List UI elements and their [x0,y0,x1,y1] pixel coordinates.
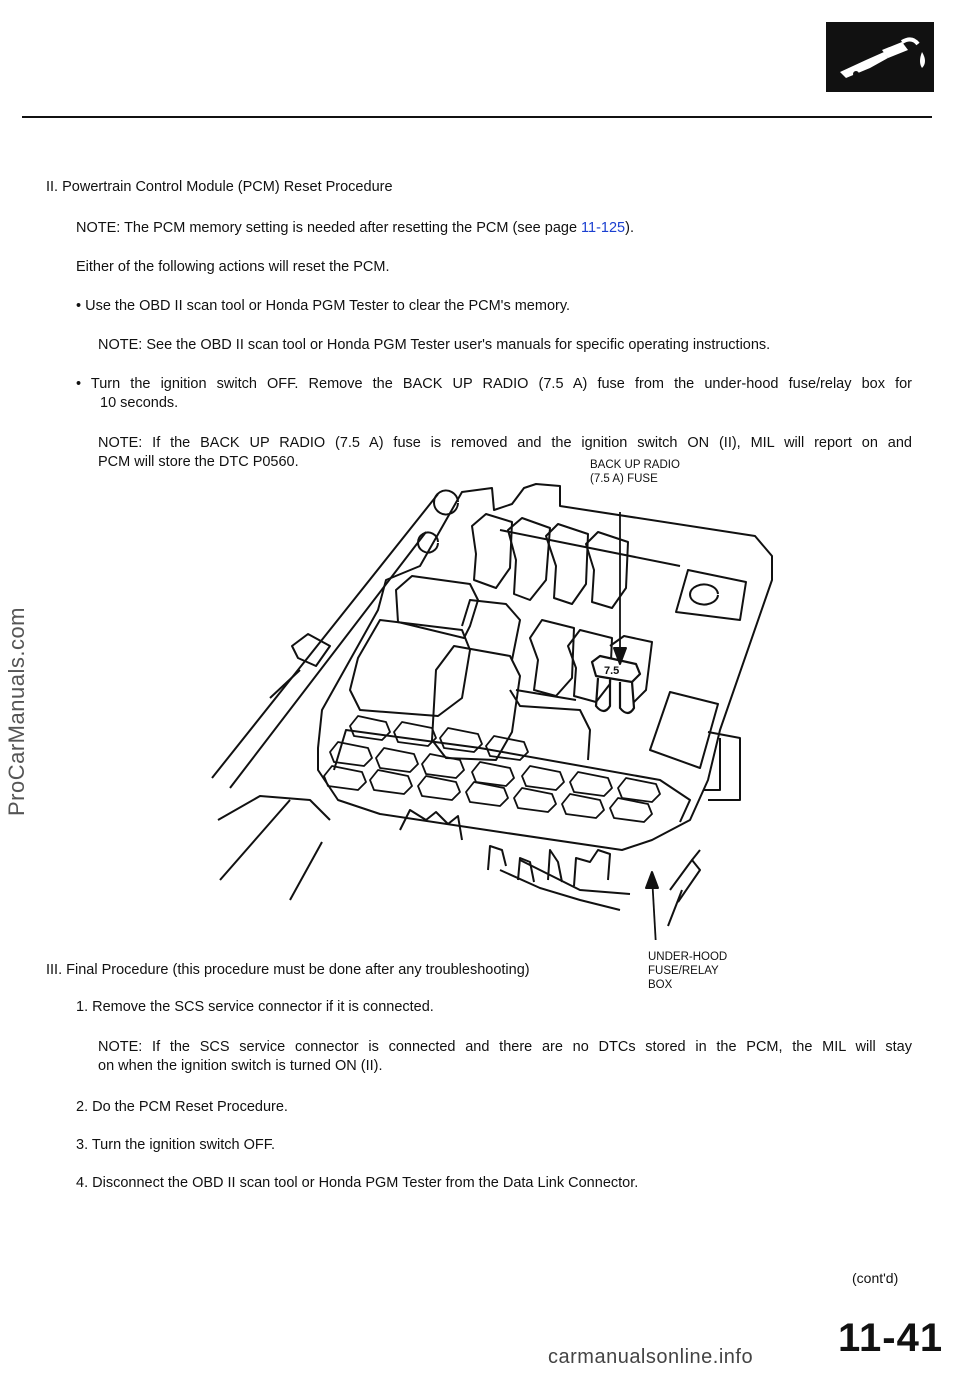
step-1: 1. Remove the SCS service connector if it is connected. [76,999,434,1015]
step-3: 3. Turn the ignition switch OFF. [76,1137,276,1153]
note-prefix: NOTE: The PCM memory setting is needed after resetting the PCM (see page [76,220,582,236]
step-1-note-line-1: NOTE: If the SCS service connector is connected and there are no DTCs stored in the PCM, the MIL will stay [98,1039,912,1055]
bullet-2-note-line-2: PCM will store the DTC P0560. [98,454,299,470]
bullet-1: • Use the OBD II scan tool or Honda PGM Tester to clear the PCM's memory. [76,298,571,314]
bullet-1-note: NOTE: See the OBD II scan tool or Honda PGM Tester user's manuals for specific operating instructions. [98,337,771,353]
fuse-box-illustration [200,470,800,945]
section-2-note [76,219,634,237]
box-label-line-2: FUSE/RELAY [648,965,719,977]
either-text: Either of the following actions will reset the PCM. [76,259,390,275]
fuel-pump-icon [826,22,934,92]
step-4: 4. Disconnect the OBD II scan tool or Honda PGM Tester from the Data Link Connector. [76,1175,639,1191]
page-number: 11-41 [838,1316,944,1360]
step-1-note-line-2: on when the ignition switch is turned ON (II). [98,1058,383,1074]
section-2-heading: II. Powertrain Control Module (PCM) Reset Procedure [46,179,393,195]
box-label-line-1: UNDER-HOOD [648,951,728,963]
continued-label: (cont'd) [852,1270,899,1286]
fuse-marking: 7.5 [604,665,620,677]
fuse-label-line-1: BACK UP RADIO [590,459,680,471]
side-watermark: ProCarManuals.com [4,606,29,816]
footer-watermark: carmanualsonline.info [548,1346,754,1368]
bullet-2-note-line-1: NOTE: If the BACK UP RADIO (7.5 A) fuse is removed and the ignition switch ON (II), MIL will report on and [98,435,912,451]
section-3-heading: III. Final Procedure (this procedure must be done after any troubleshooting) [46,962,530,978]
box-label-line-3: BOX [648,979,673,991]
page-link[interactable]: 11-125 [581,220,626,236]
note-suffix: ). [625,220,634,236]
header-rule [22,116,932,118]
fuse-label-line-2: (7.5 A) FUSE [590,473,658,485]
bullet-2-line-2: 10 seconds. [100,395,179,411]
bullet-2-line-1: • Turn the ignition switch OFF. Remove the BACK UP RADIO (7.5 A) fuse from the under-hood fuse/relay box for [76,376,912,392]
box-label [648,950,727,992]
step-2: 2. Do the PCM Reset Procedure. [76,1099,288,1115]
